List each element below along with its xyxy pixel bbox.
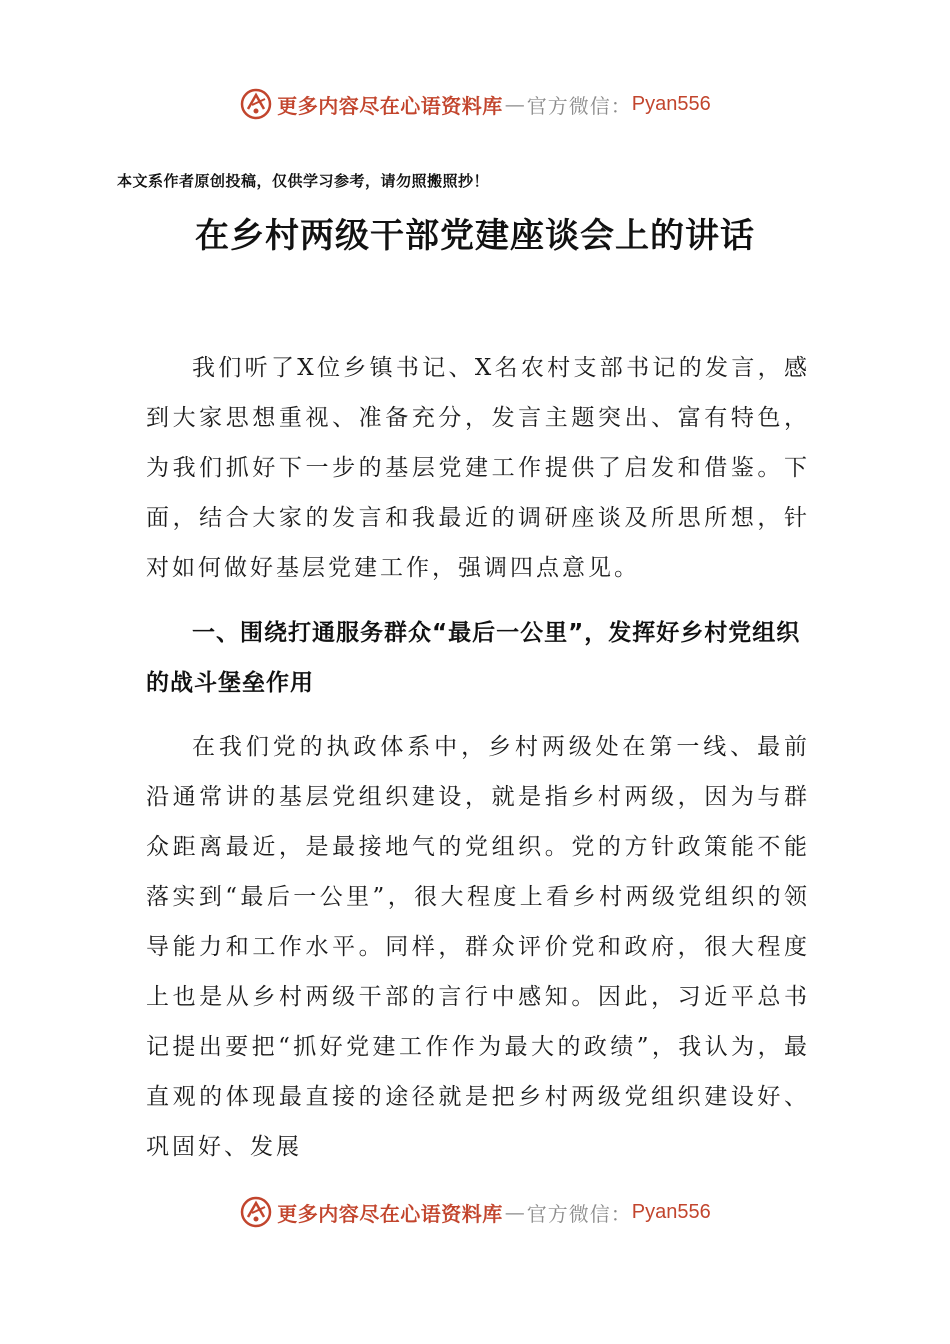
banner-wechat-handle: Pyan556	[631, 92, 711, 115]
banner-wechat-label: 官方微信：	[526, 93, 632, 118]
banner-wechat-label: 官方微信：	[526, 1201, 632, 1226]
brand-logo-icon	[239, 87, 273, 121]
copyright-notice: 本文系作者原创投稿，仅供学习参考，请勿照搬照抄！	[117, 172, 490, 190]
banner-dash: —	[504, 1200, 525, 1224]
banner-wechat-handle: Pyan556	[631, 1200, 711, 1223]
section-heading-1: 一、围绕打通服务群众“最后一公里”，发挥好乡村党组织的战斗堡垒作用	[146, 620, 801, 696]
footer-banner	[0, 1192, 950, 1232]
document-title: 在乡村两级干部党建座谈会上的讲话	[195, 216, 755, 256]
header-banner	[0, 84, 950, 124]
banner-dash: —	[504, 92, 525, 116]
paragraph-intro: 我们听了X位乡镇书记、X名农村支部书记的发言，感到大家思想重视、准备充分，发言主题突出、富有特色，为我们抓好下一步的基层党建工作提供了启发和借鉴。下面，结合大家的发言和我最近的调研座谈及所思所想，针对如何做好基层党建工作，强调四点意见。	[146, 355, 810, 581]
brand-logo-icon	[239, 1195, 273, 1229]
banner-brand-text: 更多内容尽在心语资料库	[277, 93, 503, 118]
paragraph-section-1: 在我们党的执政体系中，乡村两级处在第一线、最前沿通常讲的基层党组织建设，就是指乡村两级，因为与群众距离最近，是最接地气的党组织。党的方针政策能不能落实到“最后一公里”，很大程度上看乡村两级党组织的领导能力和工作水平。同样，群众评价党和政府，很大程度上也是从乡村两级干部的言行中感知。因此，习近平总书记提出要把“抓好党建工作作为最大的政绩”，我认为，最直观的体现最直接的途径就是把乡村两级党组织建设好、巩固好、发展	[146, 734, 810, 1160]
banner-brand-text: 更多内容尽在心语资料库	[277, 1201, 503, 1226]
